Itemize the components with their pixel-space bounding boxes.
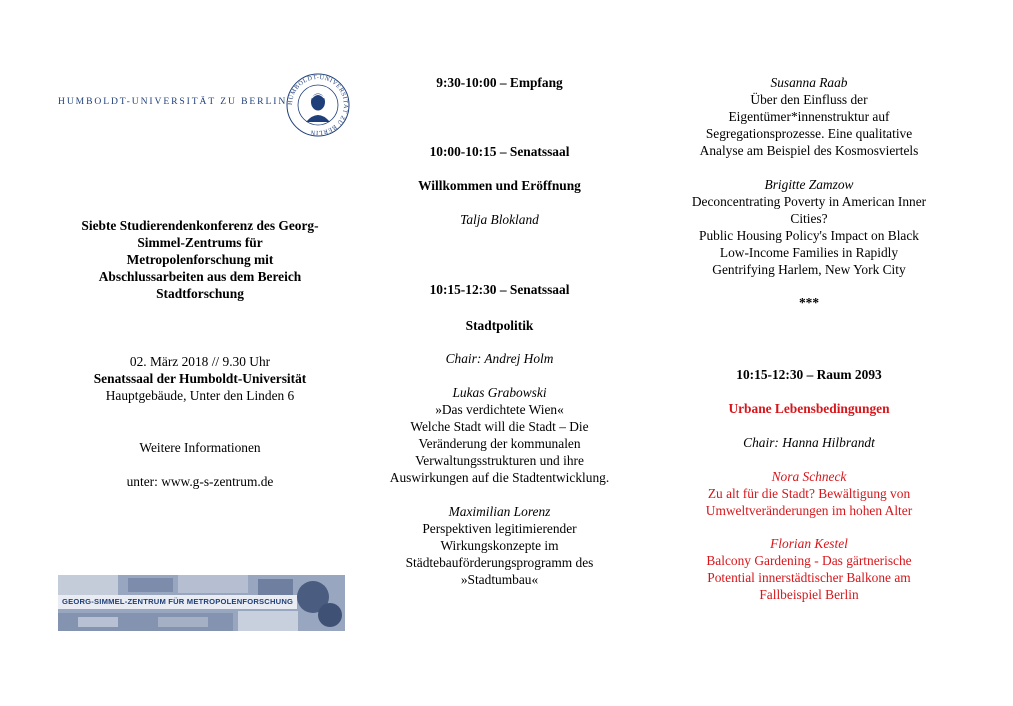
separator: *** bbox=[798, 295, 820, 310]
talk4-line: Gentrifying Harlem, New York City bbox=[712, 262, 906, 277]
talk3-line: Analyse am Beispiel des Kosmosviertels bbox=[699, 143, 919, 158]
talk1-line: Veränderung der kommunalen bbox=[418, 436, 581, 451]
talk3-abstract bbox=[665, 91, 953, 159]
talk4-speaker: Brigitte Zamzow bbox=[764, 177, 854, 192]
talk6-speaker: Florian Kestel bbox=[770, 536, 848, 551]
talk4-line: Cities? bbox=[790, 211, 828, 226]
conference-title bbox=[40, 217, 360, 302]
conference-date: 02. März 2018 // 9.30 Uhr bbox=[129, 354, 271, 369]
session2-time: 10:15-12:30 – Raum 2093 bbox=[736, 367, 882, 382]
talk4-line: Low-Income Families in Rapidly bbox=[719, 245, 899, 260]
talk6-line: Potential innerstädtischer Balkone am bbox=[707, 570, 911, 585]
welcome-time: 10:00-10:15 – Senatssaal bbox=[429, 144, 570, 159]
talk2-speaker: Maximilian Lorenz bbox=[448, 504, 551, 519]
talk5-abstract bbox=[665, 485, 953, 519]
talk4-abstract bbox=[665, 193, 953, 278]
talk2-abstract bbox=[372, 520, 627, 588]
more-info-text: Weitere Informationen bbox=[139, 440, 261, 455]
talk2-line: Perspektiven legitimierender bbox=[422, 521, 577, 536]
talk5-line: Zu alt für die Stadt? Bewältigung von bbox=[707, 486, 911, 501]
conference-title-line: Siebte Studierendenkonferenz des Georg- bbox=[81, 218, 319, 233]
talk1-speaker: Lukas Grabowski bbox=[452, 385, 547, 400]
conference-title-line: Abschlussarbeiten aus dem Bereich bbox=[98, 269, 302, 284]
session1-title: Stadtpolitik bbox=[465, 318, 534, 333]
talk4-line: Public Housing Policy's Impact on Black bbox=[699, 228, 919, 243]
session1-chair: Chair: Andrej Holm bbox=[445, 351, 554, 366]
conference-title-line: Metropolenforschung mit bbox=[126, 252, 274, 267]
talk3-line: Über den Einfluss der bbox=[750, 92, 868, 107]
conference-title-line: Simmel-Zentrums für bbox=[137, 235, 263, 250]
welcome-speaker: Talja Blokland bbox=[460, 212, 539, 227]
talk5-line: Umweltveränderungen im hohen Alter bbox=[705, 503, 913, 518]
session2-chair: Chair: Hanna Hilbrandt bbox=[743, 435, 875, 450]
welcome-title: Willkommen und Eröffnung bbox=[418, 178, 581, 193]
talk1-line: »Das verdichtete Wien« bbox=[435, 402, 564, 417]
banner-label: GEORG-SIMMEL-ZENTRUM FÜR METROPOLENFORSCHUNG bbox=[58, 595, 297, 609]
university-seal-logo bbox=[285, 72, 351, 138]
talk1-line: Welche Stadt will die Stadt – Die bbox=[410, 419, 589, 434]
talk6-line: Fallbeispiel Berlin bbox=[759, 587, 859, 602]
talk2-line: Städtebauförderungsprogramm des bbox=[405, 555, 594, 570]
gsz-banner-image bbox=[58, 575, 345, 631]
talk3-line: Eigentümer*innenstruktur auf bbox=[728, 109, 890, 124]
conference-title-line: Stadtforschung bbox=[156, 286, 244, 301]
talk5-speaker: Nora Schneck bbox=[771, 469, 847, 484]
website-link[interactable]: unter: www.g-s-zentrum.de bbox=[126, 474, 274, 489]
talk1-line: Auswirkungen auf die Stadtentwicklung. bbox=[389, 470, 610, 485]
talk3-speaker: Susanna Raab bbox=[770, 75, 848, 90]
university-wordmark: HUMBOLDT-UNIVERSITÄT ZU BERLIN bbox=[58, 96, 288, 107]
talk6-line: Balcony Gardening - Das gärtnerische bbox=[706, 553, 912, 568]
talk1-line: Verwaltungsstrukturen und ihre bbox=[415, 453, 584, 468]
talk2-line: »Stadtumbau« bbox=[460, 572, 539, 587]
talk4-line: Deconcentrating Poverty in American Inner bbox=[691, 194, 927, 209]
talk2-line: Wirkungskonzepte im bbox=[440, 538, 559, 553]
talk3-line: Segregationsprozesse. Eine qualitative bbox=[705, 126, 913, 141]
seal-ring-text: HUMBOLDT-UNIVERSITÄT ZU BERLIN bbox=[286, 73, 350, 137]
conference-building: Hauptgebäude, Unter den Linden 6 bbox=[105, 388, 295, 403]
conference-venue: Senatssaal der Humboldt-Universität bbox=[93, 371, 307, 386]
session2-title: Urbane Lebensbedingungen bbox=[728, 401, 890, 416]
talk1-abstract bbox=[372, 401, 627, 486]
reception-time: 9:30-10:00 – Empfang bbox=[436, 75, 563, 90]
session1-time: 10:15-12:30 – Senatssaal bbox=[429, 282, 570, 297]
talk6-abstract bbox=[665, 552, 953, 603]
